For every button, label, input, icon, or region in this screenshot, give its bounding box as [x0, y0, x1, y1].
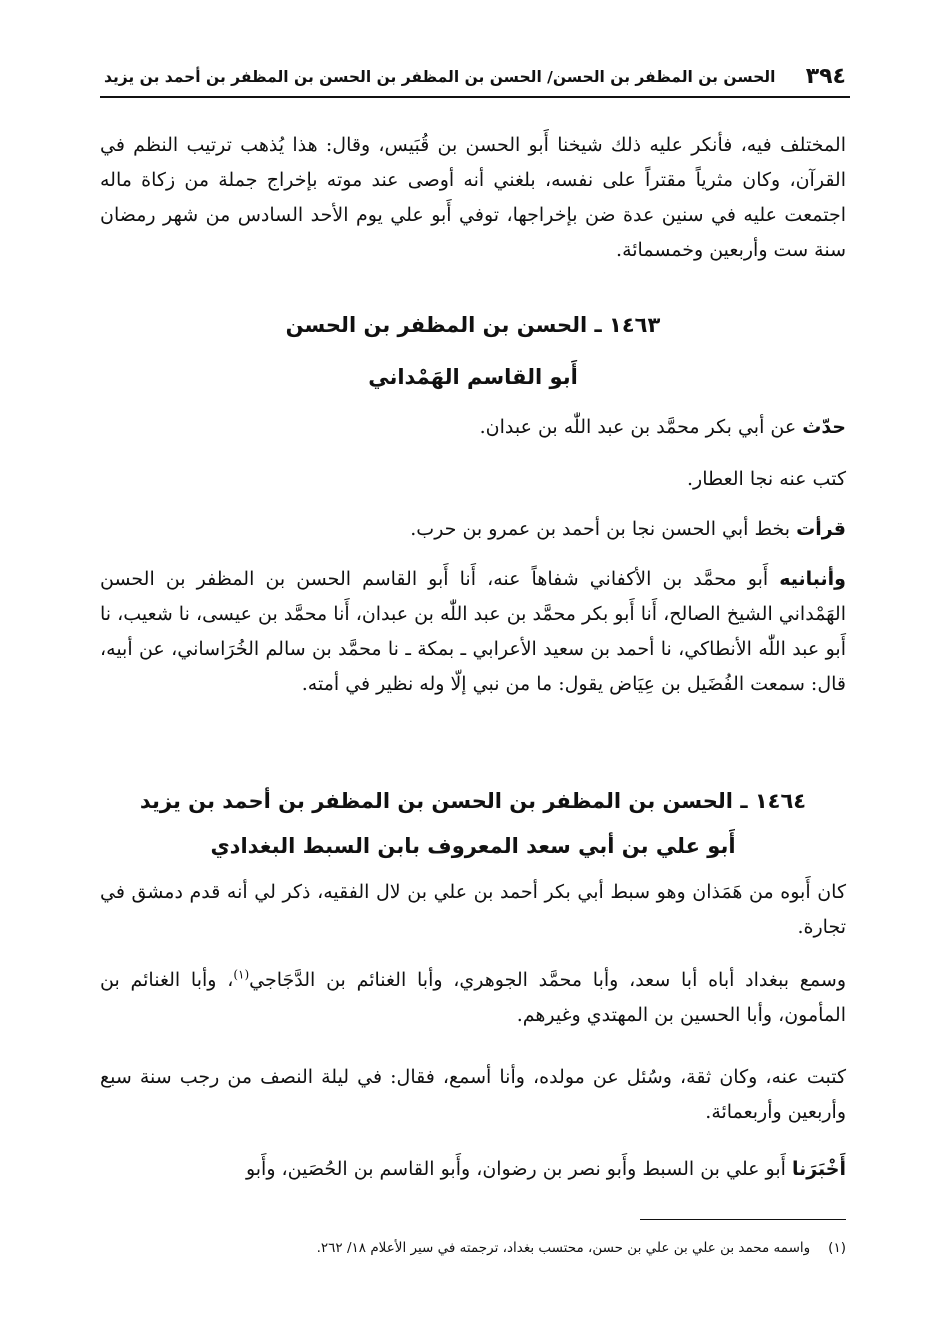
- entry-1463-paragraph-3: [100, 512, 846, 547]
- intro-paragraph: المختلف فيه، فأنكر عليه ذلك شيخنا أَبو الحسن بن قُبَيس، وقال: هذا يُذهب ترتيب النظم في القرآن، وكان مثرياً مقتراً على نفسه، بلغني أنه أوصى عند موته بإخراج جملة من زكاة ماله اجتمعت عليه في سنين عدة ضن بإخراجها، توفي أَبو علي يوم الأحد السادس من شهر رمضان سنة ست وأربعين وخمسمائة.: [100, 134, 846, 261]
- entry-1463-paragraph-4: [100, 562, 846, 702]
- running-title: الحسن بن المظفر بن الحسن/ الحسن بن المظفر بن الحسن بن المظفر بن أحمد بن يزيد: [104, 68, 776, 86]
- paragraph-lead-word: وأنبانيه: [779, 568, 846, 590]
- footnote-number: (١): [828, 1240, 846, 1256]
- footnote-divider: [640, 1219, 846, 1220]
- entry-1463-title: ١٤٦٣ ـ الحسن بن المظفر بن الحسن: [285, 313, 661, 337]
- footnote-text: واسمه محمد بن علي بن علي بن حسن، محتسب بغداد، ترجمته في سير الأعلام ١٨/ ٢٦٢.: [316, 1240, 811, 1256]
- running-header: [100, 62, 850, 98]
- footnote-marker: (١): [233, 967, 250, 982]
- paragraph-lead-word: قرأت: [796, 518, 846, 540]
- paragraph-text: أَبو محمَّد بن الأكفاني شفاهاً عنه، أَنا أَبو القاسم الحسن بن المظفر بن الحسن الهَمْداني الشيخ الصالح، أَنا أَبو بكر محمَّد بن عبد اللّٰه بن عبدان، أَنا محمَّد بن عيسى، نا شعيب، نا أَبو عبد اللّٰه الأنطاكي، نا أحمد بن سعيد الأعرابي ـ بمكة ـ نا محمَّد بن سالم الخُرَاساني، عن أبيه، قال: سمعت الفُضَيل بن عِيَاض يقول: ما من نبي إلّا وله نظير في أمته.: [100, 568, 846, 695]
- paragraph-text: أَبو علي بن السبط وأَبو نصر بن رضوان، وأَبو القاسم بن الحُصَين، وأَبو: [245, 1158, 792, 1180]
- paragraph-text-continued: ، وأبا الغنائم بن المأمون، وأبا الحسين بن المهتدي وغيرهم.: [100, 969, 846, 1026]
- paragraph-lead-word: أَخْبَرَنا: [791, 1158, 846, 1180]
- paragraph-text: وسمع ببغداد أباه أبا سعد، وأبا محمَّد الجوهري، وأبا الغنائم بن الدَّجَاجي: [249, 969, 846, 991]
- entry-1463-paragraph-1: [100, 410, 846, 445]
- paragraph-text: عن أبي بكر محمَّد بن عبد اللّٰه بن عبدان.: [479, 416, 803, 438]
- footnote: [100, 1236, 846, 1260]
- entry-1463-subtitle: أَبو القاسم الهَمْداني: [368, 365, 578, 389]
- entry-1464-subtitle: أَبو علي بن أبي سعد المعروف بابن السبط البغدادي: [210, 834, 736, 858]
- entry-1464-title: ١٤٦٤ ـ الحسن بن المظفر بن الحسن بن المظفر بن أحمد بن يزيد: [139, 789, 807, 813]
- page-number: ٣٩٤: [805, 64, 846, 89]
- entry-1464-paragraph-1: كان أَبوه من هَمَذان وهو سبط أبي بكر أحمد بن علي بن لال الفقيه، ذكر لي أنه قدم دمشق في تجارة.: [100, 881, 846, 938]
- entry-1463-paragraph-2: كتب عنه نجا العطار.: [687, 468, 846, 490]
- entry-1464-paragraph-2: [100, 963, 846, 1033]
- entry-1464-paragraph-4: [100, 1152, 846, 1187]
- paragraph-lead-word: حدّث: [802, 416, 846, 438]
- paragraph-text: بخط أبي الحسن نجا بن أحمد بن عمرو بن حرب.: [410, 518, 797, 540]
- entry-1464-paragraph-3: كتبت عنه، وكان ثقة، وسُئل عن مولده، وأنا أسمع، فقال: في ليلة النصف من رجب سنة سبع وأربعين وأربعمائة.: [100, 1066, 846, 1123]
